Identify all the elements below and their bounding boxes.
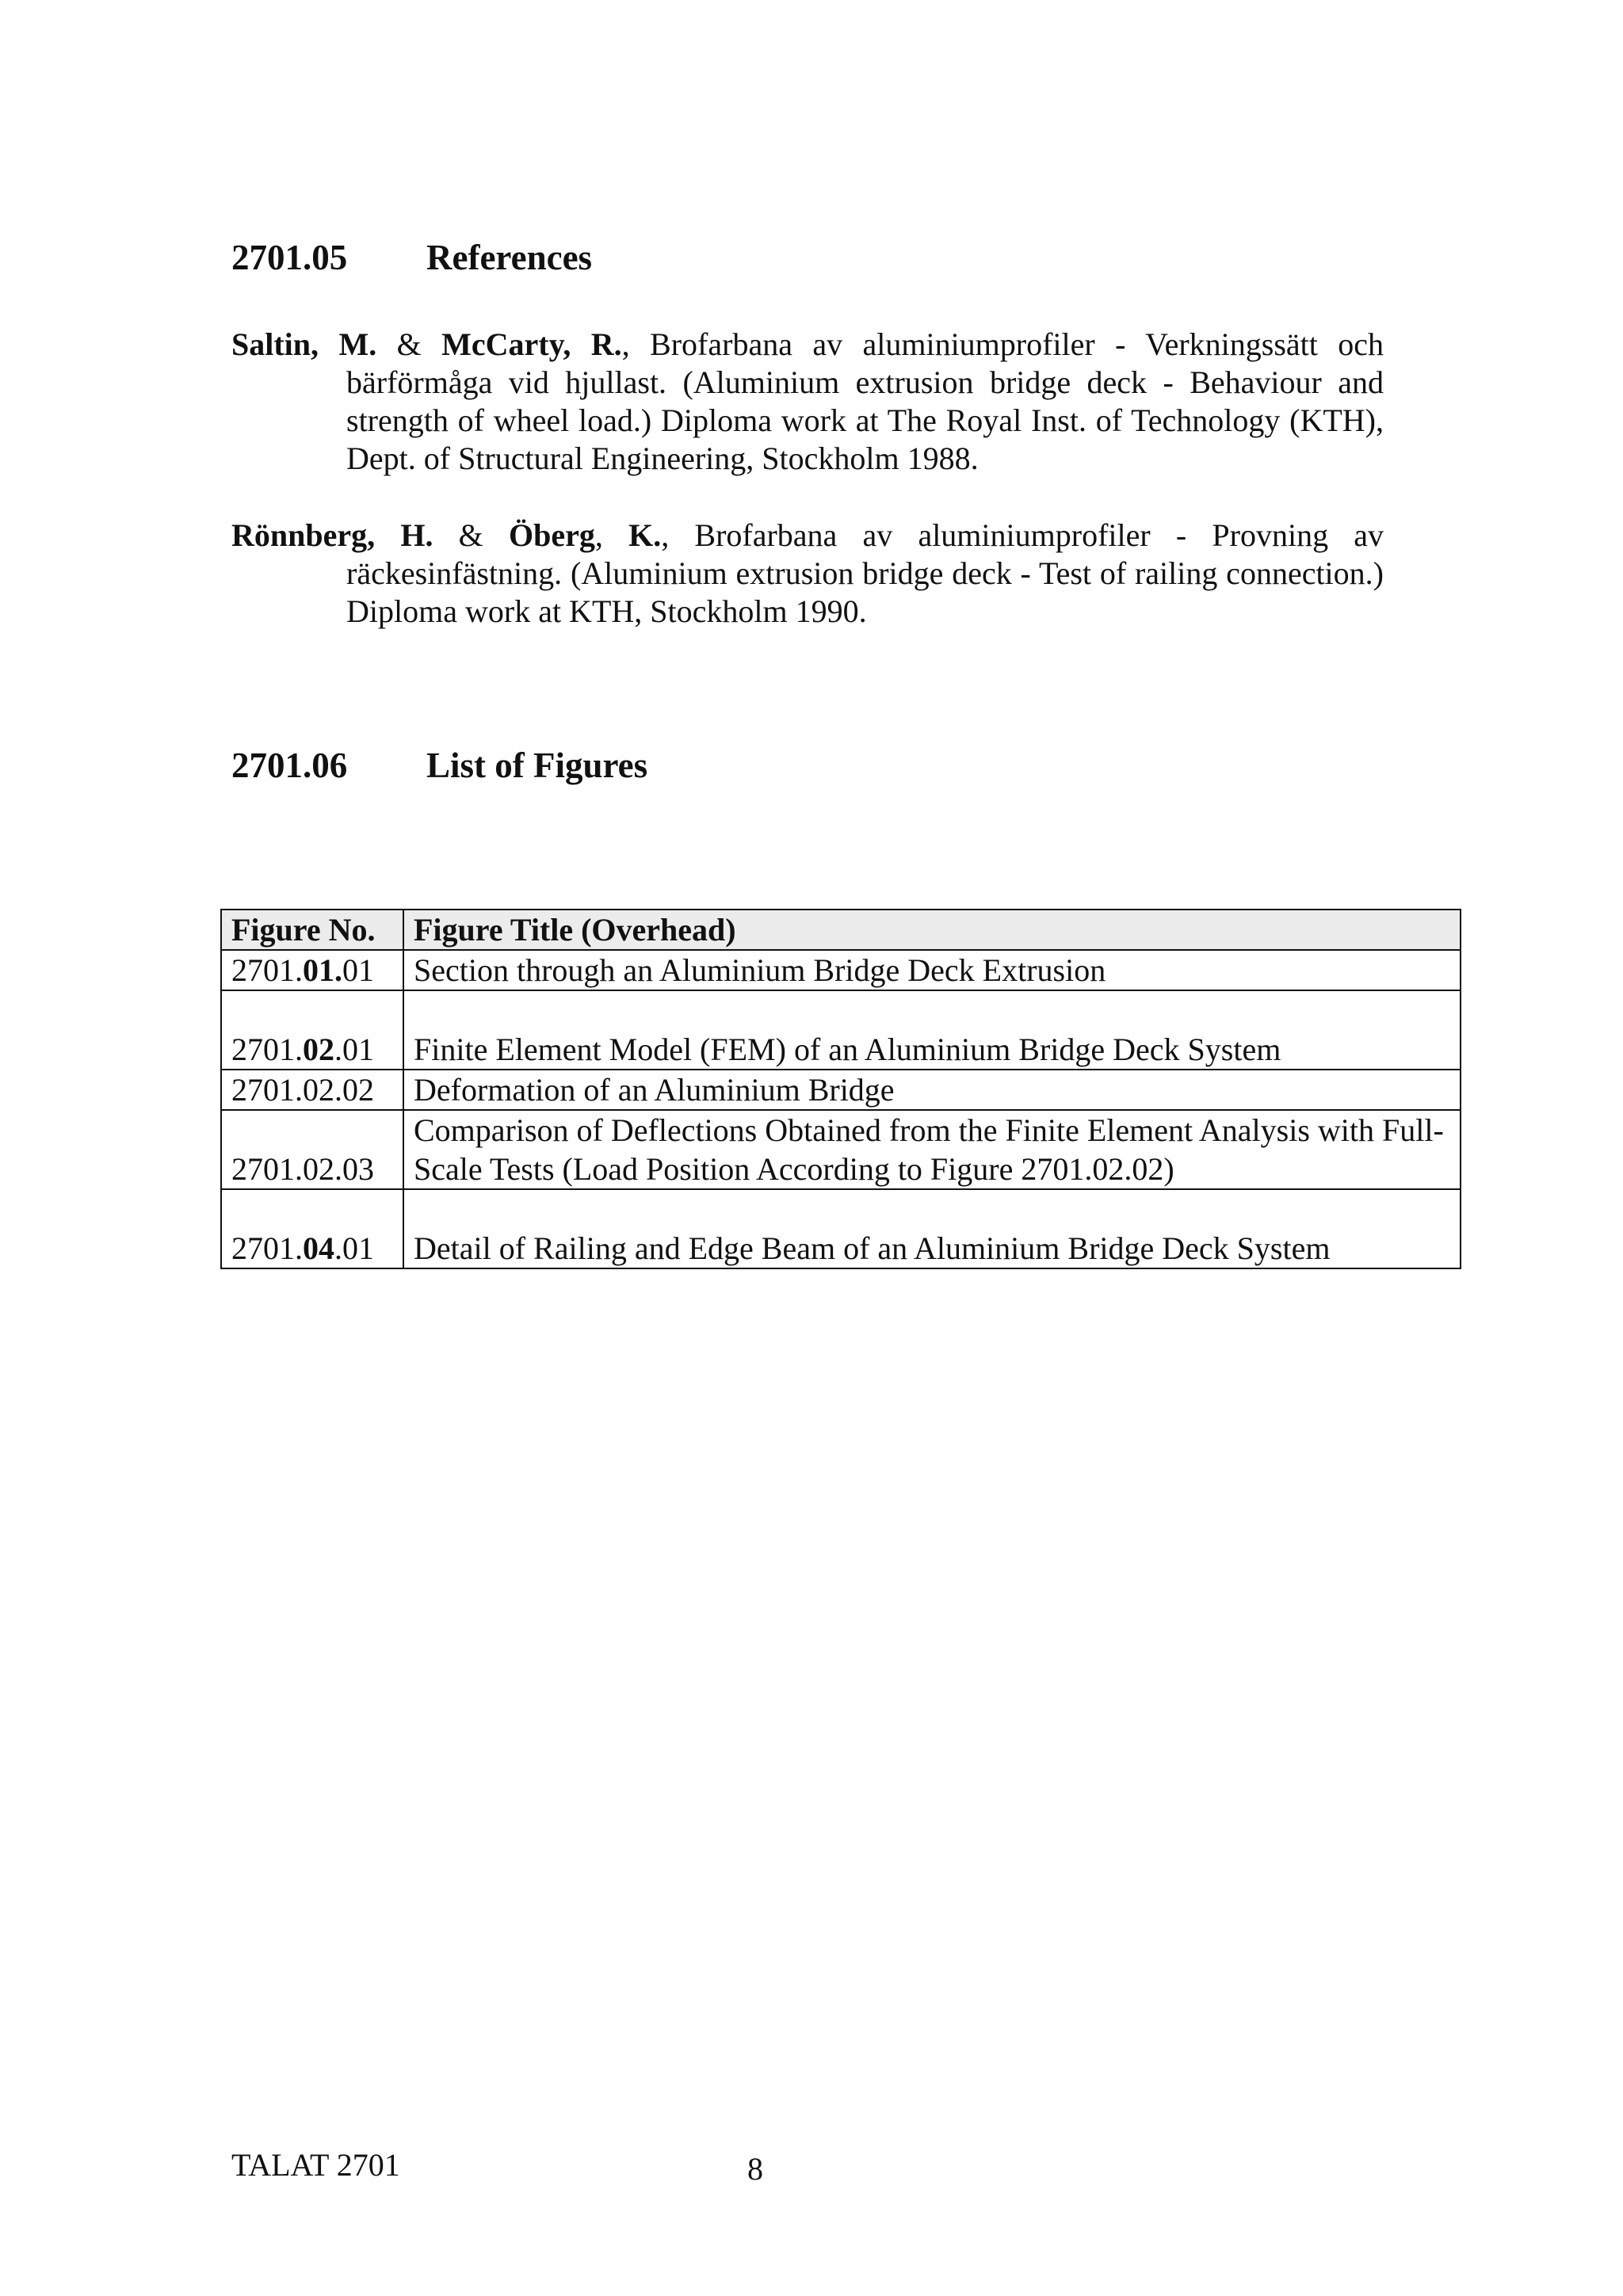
figures-heading — [231, 748, 647, 784]
figures-table — [220, 909, 1461, 1269]
column-header-figure-no: Figure No. — [221, 910, 403, 950]
author-connector: & — [396, 326, 422, 362]
figure-number-part: 2701.02.03 — [231, 1151, 374, 1187]
figure-number-part: 2701.02.02 — [231, 1072, 374, 1108]
author-connector: & — [458, 517, 483, 553]
figure-number-cell — [221, 1110, 403, 1189]
table-header-row — [221, 910, 1461, 950]
author-surname: Rönnberg, — [231, 517, 376, 553]
author-initial: H. — [400, 517, 433, 553]
author-surname: Öberg — [509, 517, 595, 553]
figure-number-part: 04 — [303, 1230, 334, 1266]
column-header-figure-title: Figure Title (Overhead) — [403, 910, 1461, 950]
table-row — [221, 950, 1461, 990]
reference-entry — [231, 326, 1384, 478]
references-heading — [231, 240, 592, 276]
figure-title-cell: Deformation of an Aluminium Bridge — [403, 1070, 1461, 1110]
figure-number-cell — [221, 1070, 403, 1110]
figure-number-part: 2701. — [231, 952, 303, 988]
reference-text: , Brofarbana av aluminiumprofiler - Provning av räckesinfästning. (Aluminium extrusion bridge deck - Test of railing connection.) Diploma work at KTH, Stockholm 1990. — [346, 517, 1384, 629]
reference-entry — [231, 517, 1384, 631]
figure-number-part: 2701. — [231, 1230, 303, 1266]
figure-title-cell: Finite Element Model (FEM) of an Aluminium Bridge Deck System — [403, 990, 1461, 1070]
author-initial: K. — [628, 517, 662, 553]
author-initial: M. — [338, 326, 377, 362]
figure-number-part: 02 — [303, 1032, 334, 1067]
figure-number-part: 01. — [303, 952, 342, 988]
section-title: List of Figures — [426, 746, 648, 785]
figure-number-part: .01 — [334, 1230, 374, 1266]
reference-text: , Brofarbana av aluminiumprofiler - Verkningssätt och bärförmåga vid hjullast. (Aluminium extrusion bridge deck - Behaviour and strength of wheel load.) Diploma work at The Royal Inst. of Technology (KTH), Dept. of Structural Engineering, Stockholm 1988. — [346, 326, 1384, 476]
section-title: References — [426, 238, 593, 277]
table-row — [221, 1110, 1461, 1189]
table-row — [221, 1070, 1461, 1110]
figure-number-part: 01 — [342, 952, 374, 988]
figure-title-cell: Comparison of Deflections Obtained from the Finite Element Analysis with Full-Scale Tests (Load Position According to Figure 2701.02.02) — [403, 1110, 1461, 1189]
section-number: 2701.05 — [231, 238, 348, 277]
author-initial: R. — [590, 326, 622, 362]
author-surname: McCarty, — [441, 326, 571, 362]
figure-number-part: .01 — [334, 1032, 374, 1067]
table-row — [221, 1189, 1461, 1268]
figure-number-part: 2701. — [231, 1032, 303, 1067]
footer-doc-label: TALAT 2701 — [231, 2147, 400, 2183]
figure-number-cell — [221, 1189, 403, 1268]
page-number: 8 — [747, 2151, 763, 2187]
table-row — [221, 990, 1461, 1070]
section-number: 2701.06 — [231, 746, 348, 785]
figure-title-cell: Detail of Railing and Edge Beam of an Aluminium Bridge Deck System — [403, 1189, 1461, 1268]
author-separator: , — [594, 517, 603, 553]
figure-number-cell — [221, 990, 403, 1070]
author-surname: Saltin, — [231, 326, 319, 362]
figure-title-cell: Section through an Aluminium Bridge Deck Extrusion — [403, 950, 1461, 990]
figure-number-cell — [221, 950, 403, 990]
